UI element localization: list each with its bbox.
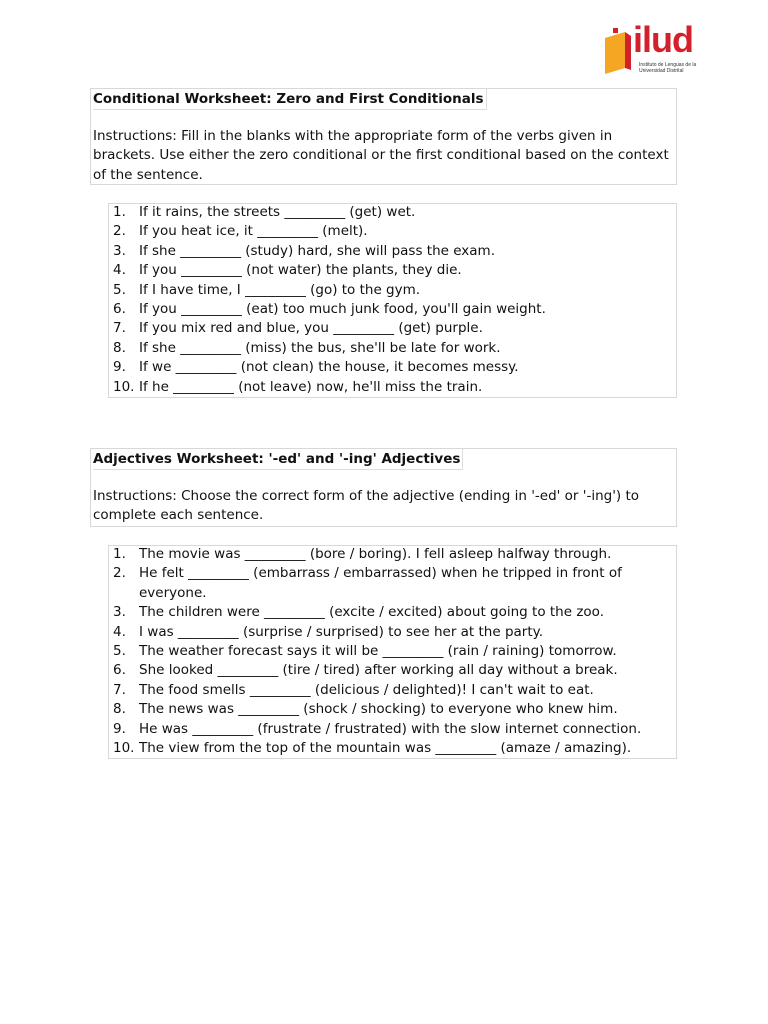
- exercise-number: 6.: [113, 301, 126, 318]
- exercise-item: [113, 261, 673, 280]
- exercise-sentence: If he _________ (not leave) now, he'll miss the train.: [139, 378, 483, 395]
- exercise-item: [113, 203, 673, 222]
- exercise-item: [113, 300, 673, 319]
- exercise-item: [113, 545, 673, 564]
- section1-exercise-list: [113, 203, 673, 397]
- institute-logo: [603, 19, 703, 78]
- exercise-item: [113, 720, 673, 739]
- exercise-number: 8.: [113, 339, 126, 356]
- logo-wordmark: ilud: [633, 19, 693, 60]
- section1-instructions: Instructions: Fill in the blanks with the appropriate form of the verbs given in brackets. Use either the zero conditional or the first conditional based on the context of the sentence.: [93, 128, 669, 183]
- exercise-number: 1.: [113, 546, 126, 562]
- exercise-number: 2.: [113, 223, 126, 240]
- exercise-sentence: The food smells _________ (delicious / delighted)! I can't wait to eat.: [139, 681, 594, 698]
- exercise-item: [113, 564, 673, 603]
- exercise-number: 2.: [113, 565, 126, 582]
- section1-title: Conditional Worksheet: Zero and First Conditionals: [93, 89, 487, 110]
- exercise-sentence: If she _________ (study) hard, she will pass the exam.: [139, 242, 496, 259]
- exercise-number: 4.: [113, 623, 126, 640]
- section2-instructions: Instructions: Choose the correct form of the adjective (ending in '-ed' or '-ing') to complete each sentence.: [93, 488, 640, 524]
- exercise-sentence: If you _________ (not water) the plants, they die.: [139, 262, 462, 279]
- exercise-sentence: She looked _________ (tire / tired) after working all day without a break.: [139, 662, 618, 679]
- exercise-item: [113, 739, 673, 758]
- exercise-sentence: The children were _________ (excite / excited) about going to the zoo.: [139, 604, 604, 621]
- exercise-number: 9.: [113, 359, 126, 376]
- exercise-sentence: The news was _________ (shock / shocking) to everyone who knew him.: [139, 701, 618, 718]
- exercise-item: [113, 623, 673, 642]
- exercise-sentence: He felt _________ (embarrass / embarrassed) when he tripped in front of everyone.: [139, 565, 622, 601]
- exercise-sentence: The movie was _________ (bore / boring). I fell asleep halfway through.: [139, 546, 612, 562]
- exercise-sentence: The view from the top of the mountain was _________ (amaze / amazing).: [139, 740, 632, 757]
- exercise-number: 1.: [113, 204, 126, 220]
- exercise-number: 10.: [113, 378, 135, 395]
- exercise-number: 7.: [113, 681, 126, 698]
- section2-title: Adjectives Worksheet: '-ed' and '-ing' Adjectives: [93, 449, 463, 470]
- exercise-sentence: If it rains, the streets _________ (get) wet.: [139, 204, 416, 220]
- exercise-sentence: If you heat ice, it _________ (melt).: [139, 223, 368, 240]
- exercise-number: 5.: [113, 281, 126, 298]
- exercise-number: 7.: [113, 320, 126, 337]
- exercise-number: 3.: [113, 604, 126, 621]
- exercise-number: 6.: [113, 662, 126, 679]
- exercise-item: [113, 661, 673, 680]
- logo-subtitle: Instituto de Lenguas de la Universidad Distrital: [639, 62, 697, 74]
- exercise-item: [113, 358, 673, 377]
- exercise-sentence: If you _________ (eat) too much junk food, you'll gain weight.: [139, 301, 546, 318]
- exercise-sentence: If we _________ (not clean) the house, it becomes messy.: [139, 359, 519, 376]
- section2-exercise-list: [113, 545, 673, 758]
- exercise-item: [113, 378, 673, 397]
- exercise-sentence: I was _________ (surprise / surprised) to see her at the party.: [139, 623, 544, 640]
- exercise-number: 9.: [113, 720, 126, 737]
- exercise-sentence: He was _________ (frustrate / frustrated) with the slow internet connection.: [139, 720, 642, 737]
- exercise-sentence: If she _________ (miss) the bus, she'll be late for work.: [139, 339, 501, 356]
- exercise-item: [113, 603, 673, 622]
- exercise-number: 8.: [113, 701, 126, 718]
- exercise-number: 5.: [113, 643, 126, 660]
- exercise-sentence: If you mix red and blue, you _________ (get) purple.: [139, 320, 483, 337]
- exercise-item: [113, 700, 673, 719]
- exercise-item: [113, 242, 673, 261]
- exercise-number: 3.: [113, 242, 126, 259]
- exercise-sentence: The weather forecast says it will be _________ (rain / raining) tomorrow.: [139, 643, 617, 660]
- exercise-number: 10.: [113, 740, 135, 757]
- exercise-item: [113, 681, 673, 700]
- exercise-item: [113, 281, 673, 300]
- book-logo-icon: [603, 28, 635, 78]
- exercise-number: 4.: [113, 262, 126, 279]
- exercise-item: [113, 339, 673, 358]
- exercise-item: [113, 642, 673, 661]
- exercise-sentence: If I have time, I _________ (go) to the gym.: [139, 281, 421, 298]
- exercise-item: [113, 222, 673, 241]
- exercise-item: [113, 319, 673, 338]
